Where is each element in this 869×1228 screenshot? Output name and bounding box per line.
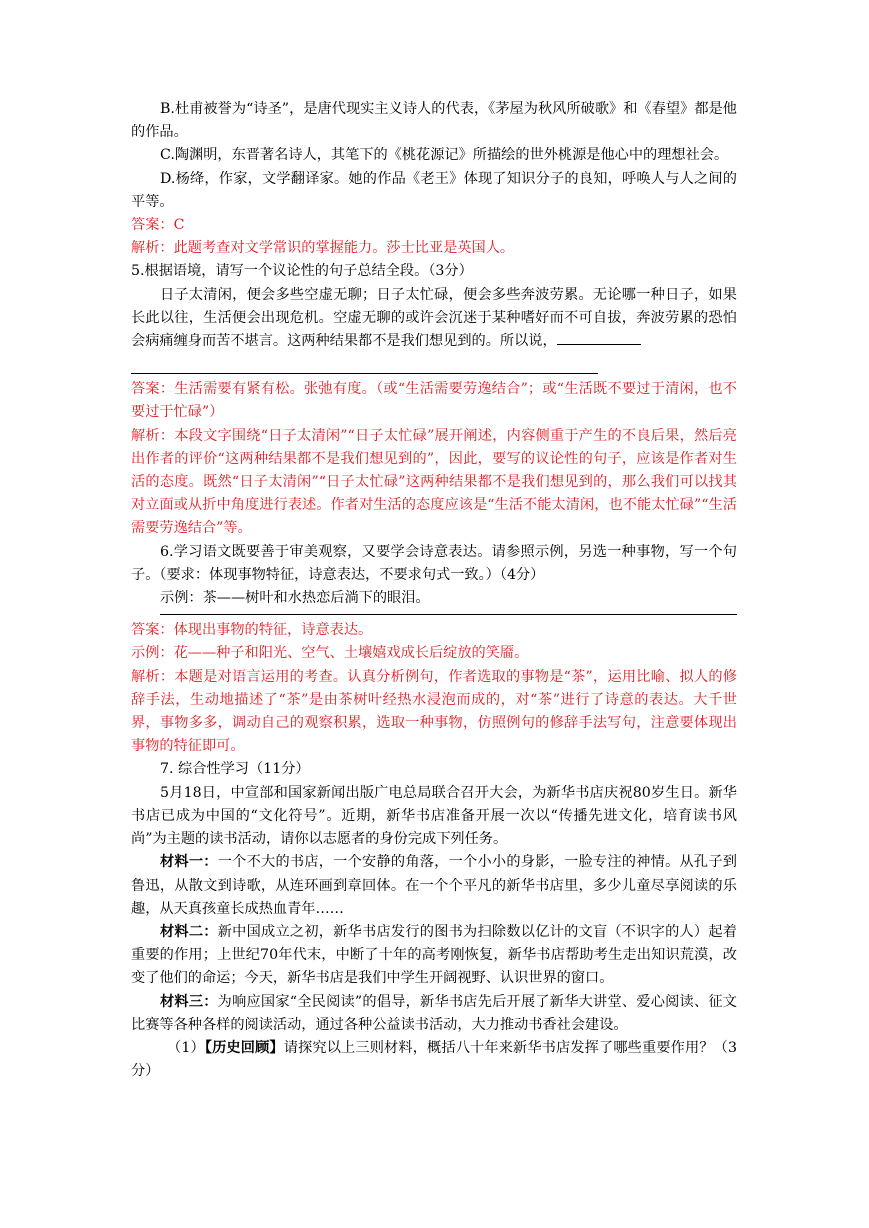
q7-intro: 5月18日，中宣部和国家新闻出版广电总局联合召开大会，为新华书店庆祝80岁生日。新华书店已成为中国的“文化符号”。近期，新华书店准备开展一次以“传播先进文化，培育读书风尚”为主题的读书活动，请你以志愿者的身份完成下列任务。: [131, 784, 737, 848]
option-d: D.杨绛，作家，文学翻译家。她的作品《老王》体现了知识分子的良知，呼唤人与人之间的平等。: [131, 170, 737, 210]
q5-prompt: 5.根据语境，请写一个议论性的句子总结全段。（3分）: [131, 263, 473, 280]
q6-answer-example: 示例：花——种子和阳光、空气、土壤嬉戏成长后绽放的笑靥。: [131, 645, 529, 662]
q7-title: 7. 综合性学习（11分）: [160, 761, 310, 778]
material-2-text: 新中国成立之初，新华书店发行的图书为扫除数以亿计的文盲（不识字的人）起着重要的作用；上世纪70年代末，中断了十年的高考刚恢复，新华书店帮助考生走出知识荒漠，改变了他们的命运；今天，新华书店是我们中学生开阔视野、认识世界的窗口。: [131, 923, 737, 987]
document-page: [131, 98, 737, 1083]
q5-answer: 答案：生活需要有紧有松。张弛有度。（或“生活需要劳逸结合”；或“生活既不要过于清闲，也不要过于忙碌”）: [131, 381, 737, 421]
q4-answer: 答案：C: [131, 217, 185, 234]
q5-passage: [131, 284, 737, 354]
q6-answer: 答案：体现出事物的特征，诗意表达。: [131, 622, 373, 639]
answer-blank: [557, 330, 641, 345]
q5-passage-text: 日子太清闲，便会多些空虚无聊；日子太忙碌，便会多些奔波劳累。无论哪一种日子，如果长此以往，生活便会出现危机。空虚无聊的或许会沉迷于某种嗜好而不可自拔，奔波劳累的恐怕会病痛缠身而苦不堪言。这两种结果都不是我们想见到的。所以说，: [131, 286, 737, 350]
material-3-label: 材料三：: [160, 993, 218, 1010]
q6-analysis: 解析：本题是对语言运用的考查。认真分析例句，作者选取的事物是“茶”，运用比喻、拟人的修辞手法，生动地描述了“茶”是由茶树叶经热水浸泡而成的，对“茶”进行了诗意的表达。大千世界，事物多多，调动自己的观察积累，选取一种事物，仿照例句的修辞手法写句，注意要体现出事物的特征即可。: [131, 668, 737, 755]
q6-example: 示例：茶——树叶和水热恋后淌下的眼泪。: [160, 590, 430, 607]
q6-prompt: 6.学习语文既要善于审美观察，又要学会诗意表达。请参照示例，另选一种事物，写一个句子。（要求：体现事物特征，诗意表达，不要求句式一致。）（4分）: [131, 543, 737, 583]
q5-analysis: 解析：本段文字围绕“日子太清闲”“日子太忙碌”展开阐述，内容侧重于产生的不良后果，然后亮出作者的评价“这两种结果都不是我们想见到的”，因此，要写的议论性的句子，应该是作者对生活的态度。既然“日子太清闲”“日子太忙碌”这两种结果都不是我们想见到的，那么我们可以找其对立面或从折中角度进行表述。作者对生活的态度应该是“生活不能太清闲，也不能太忙碌”“生活需要劳逸结合”等。: [131, 427, 737, 537]
option-c: C.陶渊明，东晋著名诗人，其笔下的《桃花源记》所描绘的世外桃源是他心中的理想社会。: [160, 147, 729, 164]
material-1-text: 一个不大的书店，一个安静的角落，一个小小的身影，一脸专注的神情。从孔子到鲁迅，从散文到诗歌，从连环画到章回体。在一个个平凡的新华书店里，多少儿童尽享阅读的乐趣，从天真孩童长成热血青年……: [131, 854, 737, 917]
sub-question-1-number: （1）: [167, 1039, 205, 1056]
sub-question-1-label: 【历史回顾】: [204, 1039, 284, 1056]
material-1-label: 材料一：: [160, 854, 218, 871]
material-2: [131, 921, 737, 991]
option-b: B.杜甫被誉为“诗圣”，是唐代现实主义诗人的代表，《茅屋为秋风所破歌》和《春望》都是他的作品。: [131, 101, 737, 141]
material-3: [131, 991, 737, 1037]
material-2-label: 材料二：: [160, 923, 218, 940]
material-1: [131, 851, 737, 921]
sub-question-1-text: 请探究以上三则材料，概括八十年来新华书店发挥了哪些重要作用？（3分）: [131, 1039, 738, 1080]
sub-question-1: [131, 1037, 737, 1083]
q4-analysis: 解析：此题考查对文学常识的掌握能力。莎士比亚是英国人。: [131, 240, 515, 257]
material-3-text: 为响应国家“全民阅读”的倡导，新华书店先后开展了新华大讲堂、爱心阅读、征文比赛等各种各样的阅读活动，通过各种公益读书活动，大力推动书香社会建设。: [131, 993, 737, 1033]
